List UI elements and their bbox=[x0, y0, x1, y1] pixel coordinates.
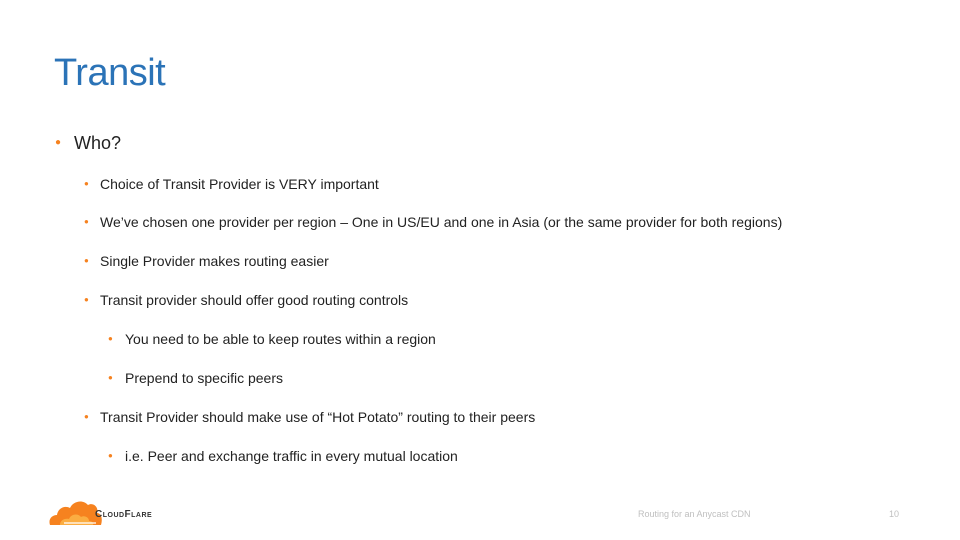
bullet-dot-icon: ● bbox=[84, 295, 89, 304]
bullet-item bbox=[55, 133, 122, 154]
bullet-dot-icon: ● bbox=[108, 334, 113, 343]
footer-presentation-title: Routing for an Anycast CDN bbox=[638, 509, 751, 519]
bullet-text: Transit provider should offer good routing controls bbox=[100, 292, 409, 308]
bullet-dot-icon: ● bbox=[84, 179, 89, 188]
bullet-text: We’ve chosen one provider per region – One in US/EU and one in Asia (or the same provider for both regions) bbox=[100, 214, 783, 230]
logo-text: CloudFlare bbox=[95, 509, 153, 520]
bullet-item bbox=[84, 176, 379, 192]
bullet-item bbox=[84, 409, 536, 425]
bullet-text: Prepend to specific peers bbox=[125, 370, 283, 386]
bullet-item bbox=[108, 370, 283, 386]
bullet-item bbox=[108, 331, 436, 347]
bullet-text: Transit Provider should make use of “Hot Potato” routing to their peers bbox=[100, 409, 536, 425]
bullet-dot-icon: ● bbox=[55, 137, 62, 148]
bullet-text: Single Provider makes routing easier bbox=[100, 253, 329, 269]
bullet-dot-icon: ● bbox=[84, 256, 89, 265]
bullet-item bbox=[108, 448, 458, 464]
bullet-dot-icon: ● bbox=[108, 451, 113, 460]
bullet-item bbox=[84, 214, 783, 230]
bullet-text: You need to be able to keep routes within a region bbox=[125, 331, 436, 347]
bullet-dot-icon: ● bbox=[84, 217, 89, 226]
bullet-text: Who? bbox=[74, 133, 122, 153]
slide-title: Transit bbox=[54, 52, 166, 94]
bullet-item bbox=[84, 292, 409, 308]
bullet-dot-icon: ● bbox=[108, 373, 113, 382]
bullet-dot-icon: ● bbox=[84, 412, 89, 421]
bullet-text: Choice of Transit Provider is VERY important bbox=[100, 176, 379, 192]
bullet-text: i.e. Peer and exchange traffic in every mutual location bbox=[125, 448, 458, 464]
page-number: 10 bbox=[889, 509, 900, 519]
bullet-item bbox=[84, 253, 329, 269]
